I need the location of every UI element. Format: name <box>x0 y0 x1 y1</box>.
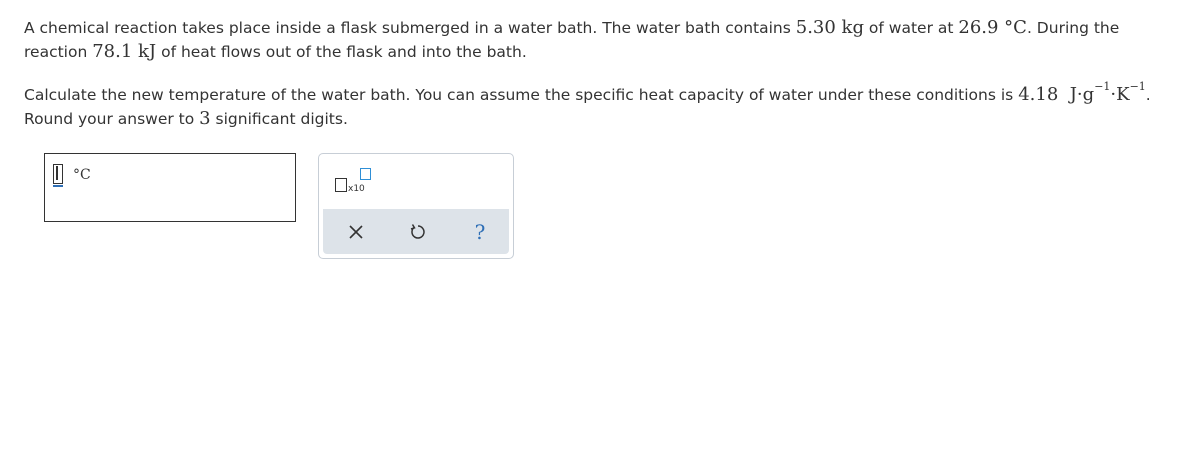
undo-button[interactable] <box>406 220 430 244</box>
x10-label: x10 <box>348 184 365 194</box>
help-button[interactable] <box>468 220 492 244</box>
x-icon <box>349 225 363 239</box>
mantissa-box-icon <box>335 178 347 192</box>
question-icon: ? <box>474 220 486 244</box>
heat-capacity-value <box>1018 80 1146 105</box>
question-text-segment: . Round your answer to <box>24 86 1151 128</box>
exponent: −1 <box>1094 80 1111 93</box>
exponent: −1 <box>1129 80 1146 93</box>
significant-digits-value: 3 <box>199 108 211 129</box>
initial-temperature-value: 26.9 °C <box>958 17 1027 38</box>
question-paragraph-2 <box>24 78 1174 131</box>
water-mass-value: 5.30 kg <box>795 17 864 38</box>
scientific-notation-button[interactable] <box>335 168 375 198</box>
cursor-indicator <box>53 185 63 187</box>
heat-value: 78.1 kJ <box>92 41 157 62</box>
question-text-segment: Calculate the new temperature of the water bath. You can assume the specific heat capacity of water under these conditions is <box>24 86 1019 104</box>
question-text-segment: of heat flows out of the flask and into the bath. <box>156 43 527 61</box>
heat-capacity-number: 4.18 <box>1018 84 1059 105</box>
exponent-box-icon <box>360 168 371 180</box>
question-text <box>24 16 1174 131</box>
question-text-segment: A chemical reaction takes place inside a flask submerged in a water bath. The water bath contains <box>24 19 796 37</box>
question-text-segment: . During the reaction <box>24 19 1120 61</box>
math-tool-panel <box>318 153 514 259</box>
answer-input-field[interactable] <box>53 164 63 184</box>
heat-capacity-unit-j: J·g <box>1069 84 1095 105</box>
action-toolbar <box>323 209 509 254</box>
heat-capacity-unit-k: ·K <box>1110 84 1130 105</box>
clear-button[interactable] <box>344 220 368 244</box>
answer-unit-label: °C <box>73 167 91 183</box>
undo-icon <box>409 223 427 241</box>
answer-input-box[interactable] <box>44 153 296 222</box>
question-text-segment: significant digits. <box>210 110 348 128</box>
question-paragraph-1 <box>24 16 1174 64</box>
question-text-segment: of water at <box>863 19 959 37</box>
